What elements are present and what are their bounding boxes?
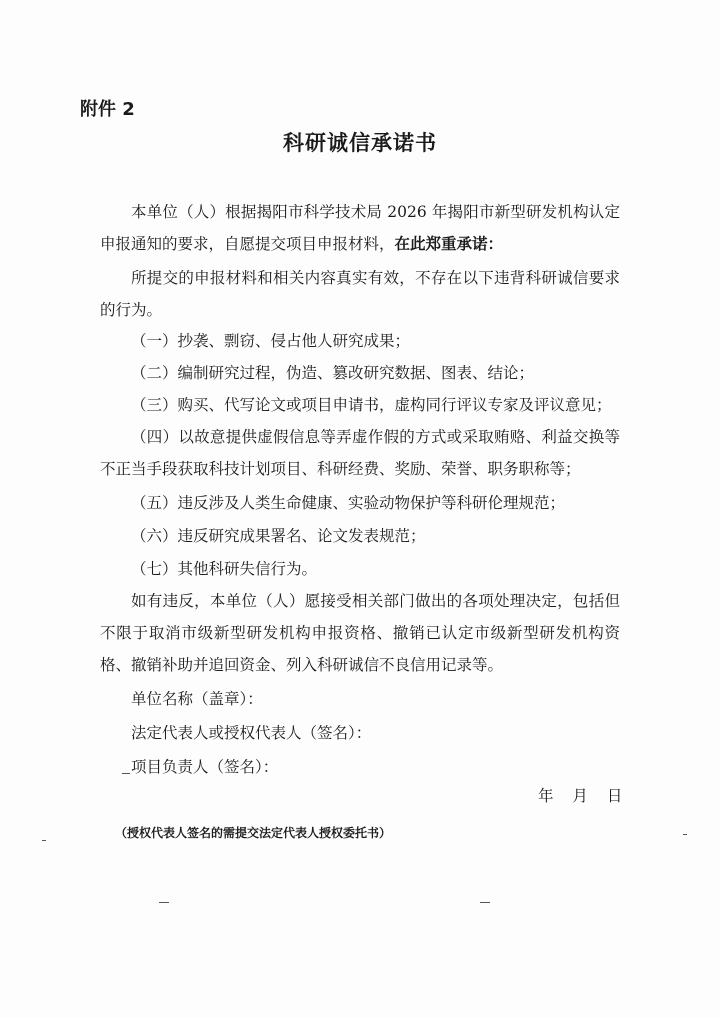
list-item: （七）其他科研失信行为。 xyxy=(131,560,318,578)
list-item: （二）编制研究过程，伪造、篡改研究数据、图表、结论； xyxy=(131,364,535,382)
document-title: 科研诚信承诺书 xyxy=(283,131,437,155)
scan-mark xyxy=(122,773,130,774)
footnote: （授权代表人签名的需提交法定代表人授权委托书） xyxy=(115,826,392,840)
list-item: （六）违反研究成果署名、论文发表规范； xyxy=(131,527,426,545)
legal-rep-signature-field: 法定代表人或授权代表人（签名）： xyxy=(131,724,372,742)
intro-paragraph xyxy=(100,196,620,260)
consequence-paragraph: 如有违反，本单位（人）愿接受相关部门做出的各项处理决定，包括但不限于取消市级新型研发机构申报资格、撤销已认定市级新型研发机构资格、撤销补助并追回资金、列入科研诚信不良信用记录等。 xyxy=(100,592,620,674)
date-line: 年 月 日 xyxy=(538,787,623,805)
scan-mark xyxy=(480,902,490,903)
scan-mark xyxy=(159,902,169,903)
list-item: （三）购买、代写论文或项目申请书，虚构同行评议专家及评议意见； xyxy=(131,396,612,414)
project-lead-signature-field: 项目负责人（签名）： xyxy=(131,758,279,776)
attachment-label: 附件 2 xyxy=(80,99,135,120)
unit-name-field: 单位名称（盖章）： xyxy=(131,690,263,708)
commitment-phrase: 在此郑重承诺： xyxy=(394,234,504,253)
scan-mark xyxy=(42,840,46,841)
intro-line2: 定申报通知的要求，自愿提交项目申报材料， xyxy=(100,203,620,253)
list-item: （五）违反涉及人类生命健康、实验动物保护等科研伦理规范； xyxy=(131,494,566,512)
statement-paragraph: 所提交的申报材料和相关内容真实有效，不存在以下违背科研诚信要求的行为。 xyxy=(100,269,620,319)
list-item: （四）以故意提供虚假信息等弄虚作假的方式或采取贿赂、利益交换等不正当手段获取科技计划项目、科研经费、奖励、荣誉、职务职称等； xyxy=(100,428,620,478)
list-item: （一）抄袭、剽窃、侵占他人研究成果； xyxy=(131,332,411,350)
scan-mark xyxy=(683,834,687,835)
intro-line1: 本单位（人）根据揭阳市科学技术局 2026 年揭阳市新型研发机构认 xyxy=(131,203,605,221)
